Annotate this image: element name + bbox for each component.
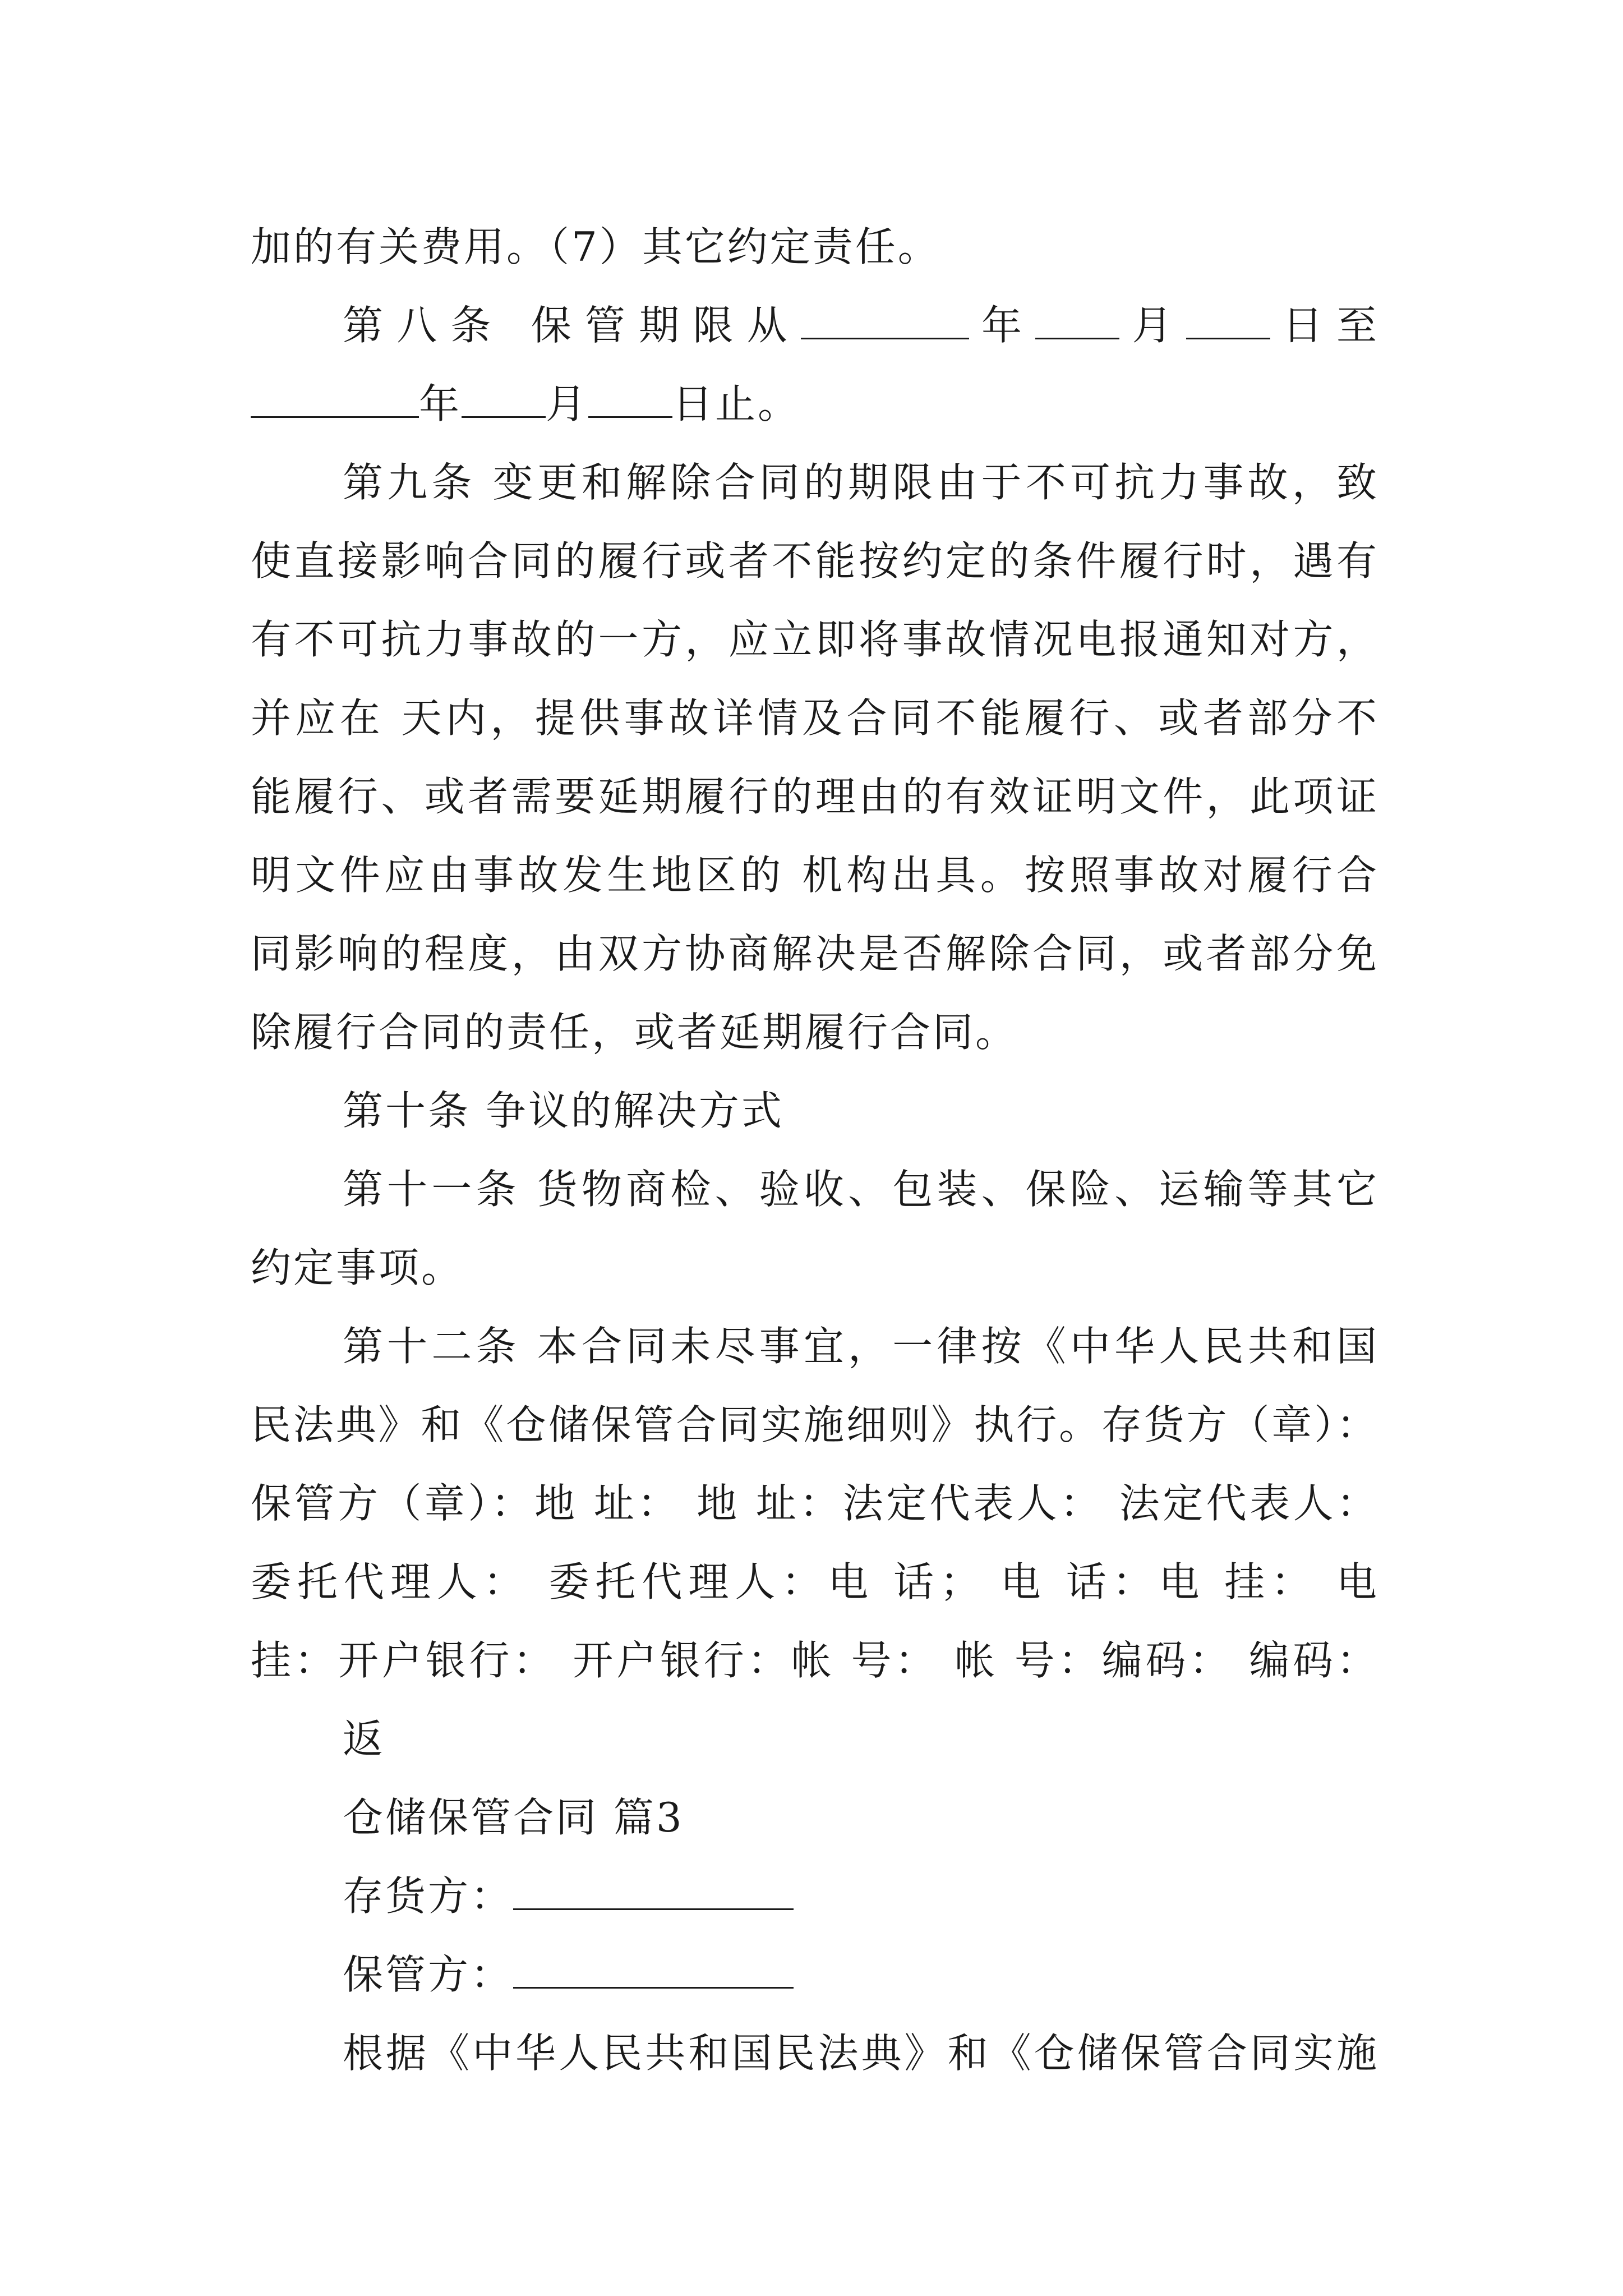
article-8-prefix: 第八条 保管期限从 bbox=[343, 302, 801, 349]
article-8-line-2 bbox=[251, 365, 1378, 443]
text-line: 根据《中华人民共和国民法典》和《仓储保管合同实施 bbox=[343, 2030, 1378, 2077]
text-line: 委托代理人： 委托代理人：电 话； 电 话：电 挂： 电 bbox=[251, 1558, 1378, 1605]
day-to-label: 日至 bbox=[1270, 302, 1378, 349]
depositor-blank bbox=[513, 1864, 794, 1910]
text-line: 并应在 天内，提供事故详情及合同不能履行、或者部分不 bbox=[251, 694, 1378, 742]
text-line: 第十条 争议的解决方式 bbox=[343, 1087, 784, 1134]
text-line: 同影响的程度，由双方协商解决是否解除合同，或者部分免 bbox=[251, 930, 1378, 977]
year-label: 年 bbox=[419, 380, 462, 427]
article-8-line-1 bbox=[251, 286, 1378, 365]
text-line: 加的有关费用。（7）其它约定责任。 bbox=[251, 223, 940, 270]
text-line: 有不可抗力事故的一方，应立即将事故情况电报通知对方， bbox=[251, 616, 1378, 663]
depositor-label: 存货方： bbox=[343, 1872, 514, 1920]
blank-day bbox=[588, 371, 672, 418]
blank-month bbox=[462, 371, 546, 418]
document-body bbox=[251, 208, 1378, 2092]
text-line: 返 bbox=[343, 1715, 386, 1763]
text-line: 挂：开户银行： 开户银行：帐 号： 帐 号：编码： 编码： bbox=[251, 1637, 1378, 1684]
text-line: 第十一条 货物商检、验收、包装、保险、运输等其它 bbox=[343, 1166, 1378, 1213]
custodian-line bbox=[251, 1935, 1378, 2014]
text-line: 约定事项。 bbox=[251, 1244, 464, 1291]
blank-day bbox=[1186, 293, 1270, 339]
blank-month bbox=[1035, 293, 1119, 339]
text-line: 民法典》和《仓储保管合同实施细则》执行。存货方（章）： bbox=[251, 1401, 1378, 1448]
text-line: 明文件应由事故发生地区的 机构出具。按照事故对履行合 bbox=[251, 852, 1378, 899]
blank-year bbox=[251, 371, 419, 418]
month-label: 月 bbox=[1119, 302, 1186, 349]
blank-year bbox=[801, 293, 969, 339]
section-heading: 仓储保管合同 篇3 bbox=[343, 1794, 684, 1841]
year-label: 年 bbox=[969, 302, 1036, 349]
text-line: 使直接影响合同的履行或者不能按约定的条件履行时，遇有 bbox=[251, 537, 1378, 585]
day-end-label: 日止。 bbox=[672, 380, 801, 427]
text-line: 第九条 变更和解除合同的期限由于不可抗力事故，致 bbox=[343, 459, 1378, 506]
text-line: 第十二条 本合同未尽事宜，一律按《中华人民共和国 bbox=[343, 1323, 1378, 1370]
text-line: 能履行、或者需要延期履行的理由的有效证明文件，此项证 bbox=[251, 773, 1378, 820]
depositor-line bbox=[251, 1857, 1378, 1935]
month-label: 月 bbox=[546, 380, 589, 427]
custodian-blank bbox=[513, 1942, 794, 1989]
text-line: 保管方（章）：地 址： 地 址：法定代表人： 法定代表人： bbox=[251, 1480, 1378, 1527]
text-line: 除履行合同的责任，或者延期履行合同。 bbox=[251, 1009, 1018, 1056]
custodian-label: 保管方： bbox=[343, 1951, 514, 1998]
